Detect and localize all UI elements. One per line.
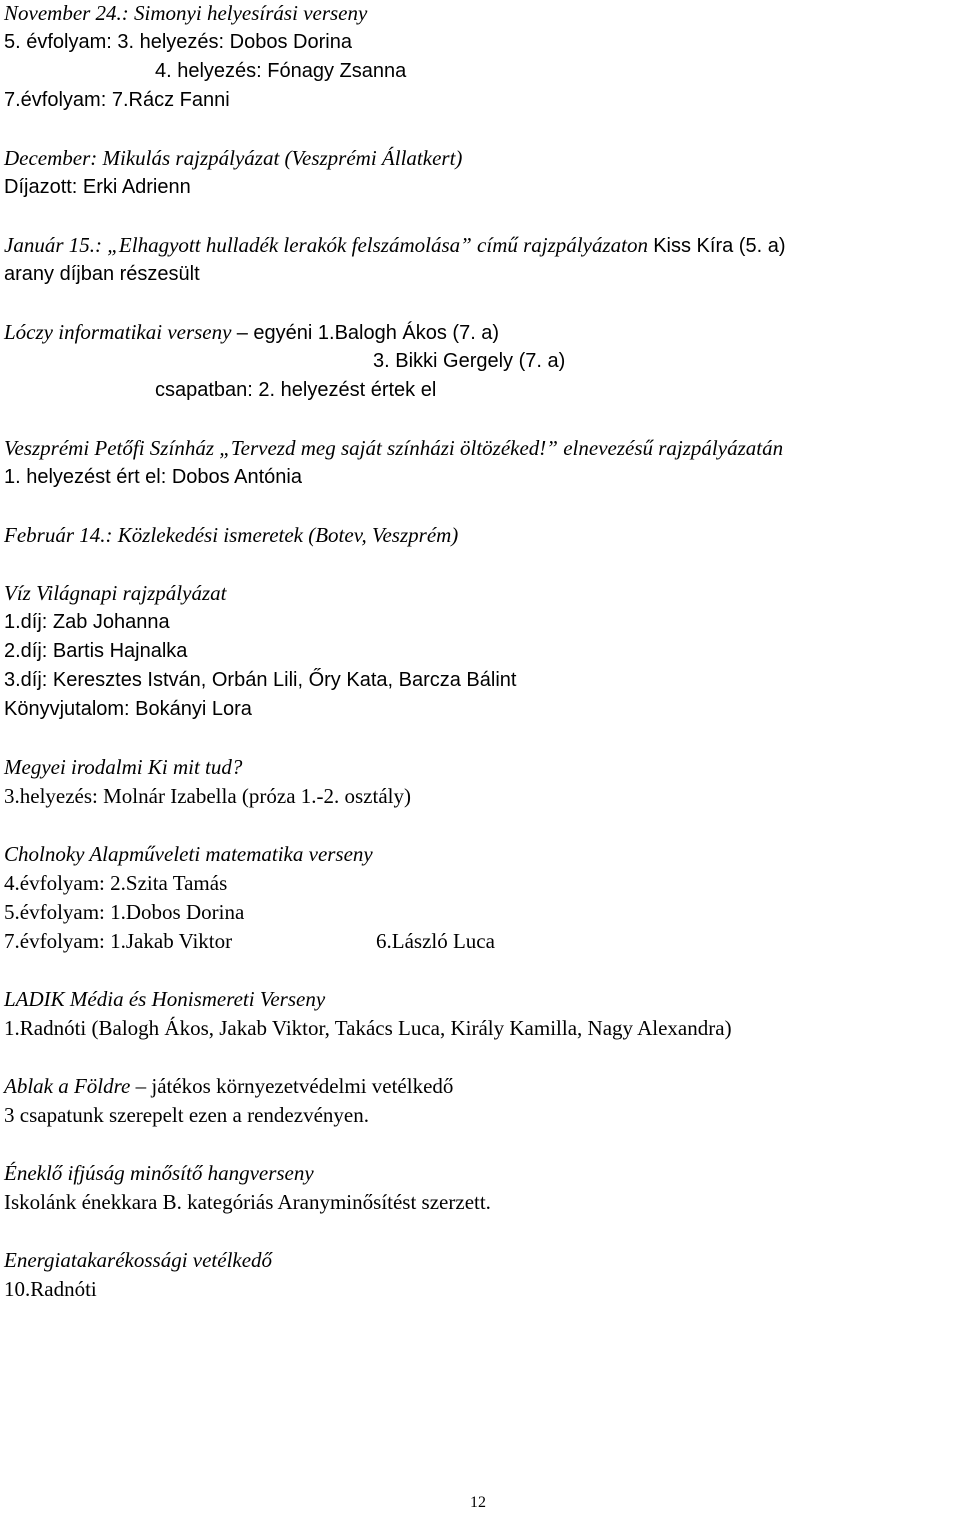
enekl-heading: Éneklő ifjúság minősítő hangverseny — [4, 1161, 314, 1185]
feb-heading — [4, 523, 458, 547]
ablak-result: 3 csapatunk szerepelt ezen a rendezvényen. — [4, 1103, 369, 1127]
nov-grade5-line1: 5. évfolyam: 3. helyezés: Dobos Dorina — [4, 31, 352, 53]
petofi-heading: Veszprémi Petőfi Színház „Tervezd meg saját színházi öltözéked!” elnevezésű rajzpályázatán — [4, 436, 784, 460]
dec-heading: December: Mikulás rajzpályázat (Veszprémi Állatkert) — [4, 146, 463, 170]
ladik-result: 1.Radnóti (Balogh Ákos, Jakab Viktor, Takács Luca, Király Kamilla, Nagy Alexandra) — [4, 1016, 732, 1040]
cholnoky-heading: Cholnoky Alapműveleti matematika verseny — [4, 842, 373, 866]
nov-heading: November 24.: Simonyi helyesírási verseny — [4, 1, 368, 25]
jan-heading — [4, 233, 785, 258]
jan-date: Január 15.: — [4, 233, 102, 257]
ablak-title: Ablak a Földre — [4, 1074, 131, 1098]
jan-title: „Elhagyott hulladék lerakók felszámolása” című rajzpályázaton — [107, 233, 648, 257]
jan-winner: Kiss Kíra (5. a) — [653, 235, 786, 257]
ladik-heading: LADIK Média és Honismereti Verseny — [4, 987, 326, 1011]
ablak-heading — [4, 1074, 453, 1098]
viz-prize3: 3.díj: Keresztes István, Orbán Lili, Őry Kata, Barcza Bálint — [4, 669, 517, 691]
viz-book-award: Könyvjutalom: Bokányi Lora — [4, 698, 252, 720]
enekl-result: Iskolánk énekkara B. kategóriás Aranyminősítést szerzett. — [4, 1190, 491, 1214]
loczy-line — [4, 320, 499, 345]
energia-heading: Energiatakarékossági vetélkedő — [4, 1248, 273, 1272]
cholnoky-grade4: 4.évfolyam: 2.Szita Tamás — [4, 871, 228, 895]
dec-award: Díjazott: Erki Adrienn — [4, 176, 191, 198]
viz-prize1: 1.díj: Zab Johanna — [4, 611, 170, 633]
cholnoky-grade5: 5.évfolyam: 1.Dobos Dorina — [4, 900, 245, 924]
nov-grade5-line2: 4. helyezés: Fónagy Zsanna — [155, 60, 407, 82]
jan-result: arany díjban részesült — [4, 263, 200, 285]
loczy-team: csapatban: 2. helyezést értek el — [155, 379, 437, 401]
nov-grade7: 7.évfolyam: 7.Rácz Fanni — [4, 89, 230, 111]
loczy-title: Lóczy informatikai verseny — [4, 320, 232, 344]
viz-heading: Víz Világnapi rajzpályázat — [4, 581, 227, 605]
page-number: 12 — [470, 1494, 486, 1511]
megyei-result: 3.helyezés: Molnár Izabella (próza 1.-2. osztály) — [4, 784, 411, 808]
cholnoky-grade7: 7.évfolyam: 1.Jakab Viktor — [4, 929, 233, 953]
loczy-individual: – egyéni 1.Balogh Ákos (7. a) — [236, 322, 500, 344]
feb-title: Közlekedési ismeretek (Botev, Veszprém) — [117, 523, 459, 547]
petofi-result: 1. helyezést ért el: Dobos Antónia — [4, 466, 302, 488]
feb-date: Február 14.: — [4, 523, 113, 547]
energia-result: 10.Radnóti — [4, 1277, 97, 1301]
viz-prize2: 2.díj: Bartis Hajnalka — [4, 640, 188, 662]
megyei-heading: Megyei irodalmi Ki mit tud? — [4, 755, 243, 779]
cholnoky-grade7-b: 6.László Luca — [376, 929, 495, 953]
ablak-subtitle: – játékos környezetvédelmi vetélkedő — [135, 1074, 454, 1098]
loczy-third: 3. Bikki Gergely (7. a) — [373, 350, 566, 372]
